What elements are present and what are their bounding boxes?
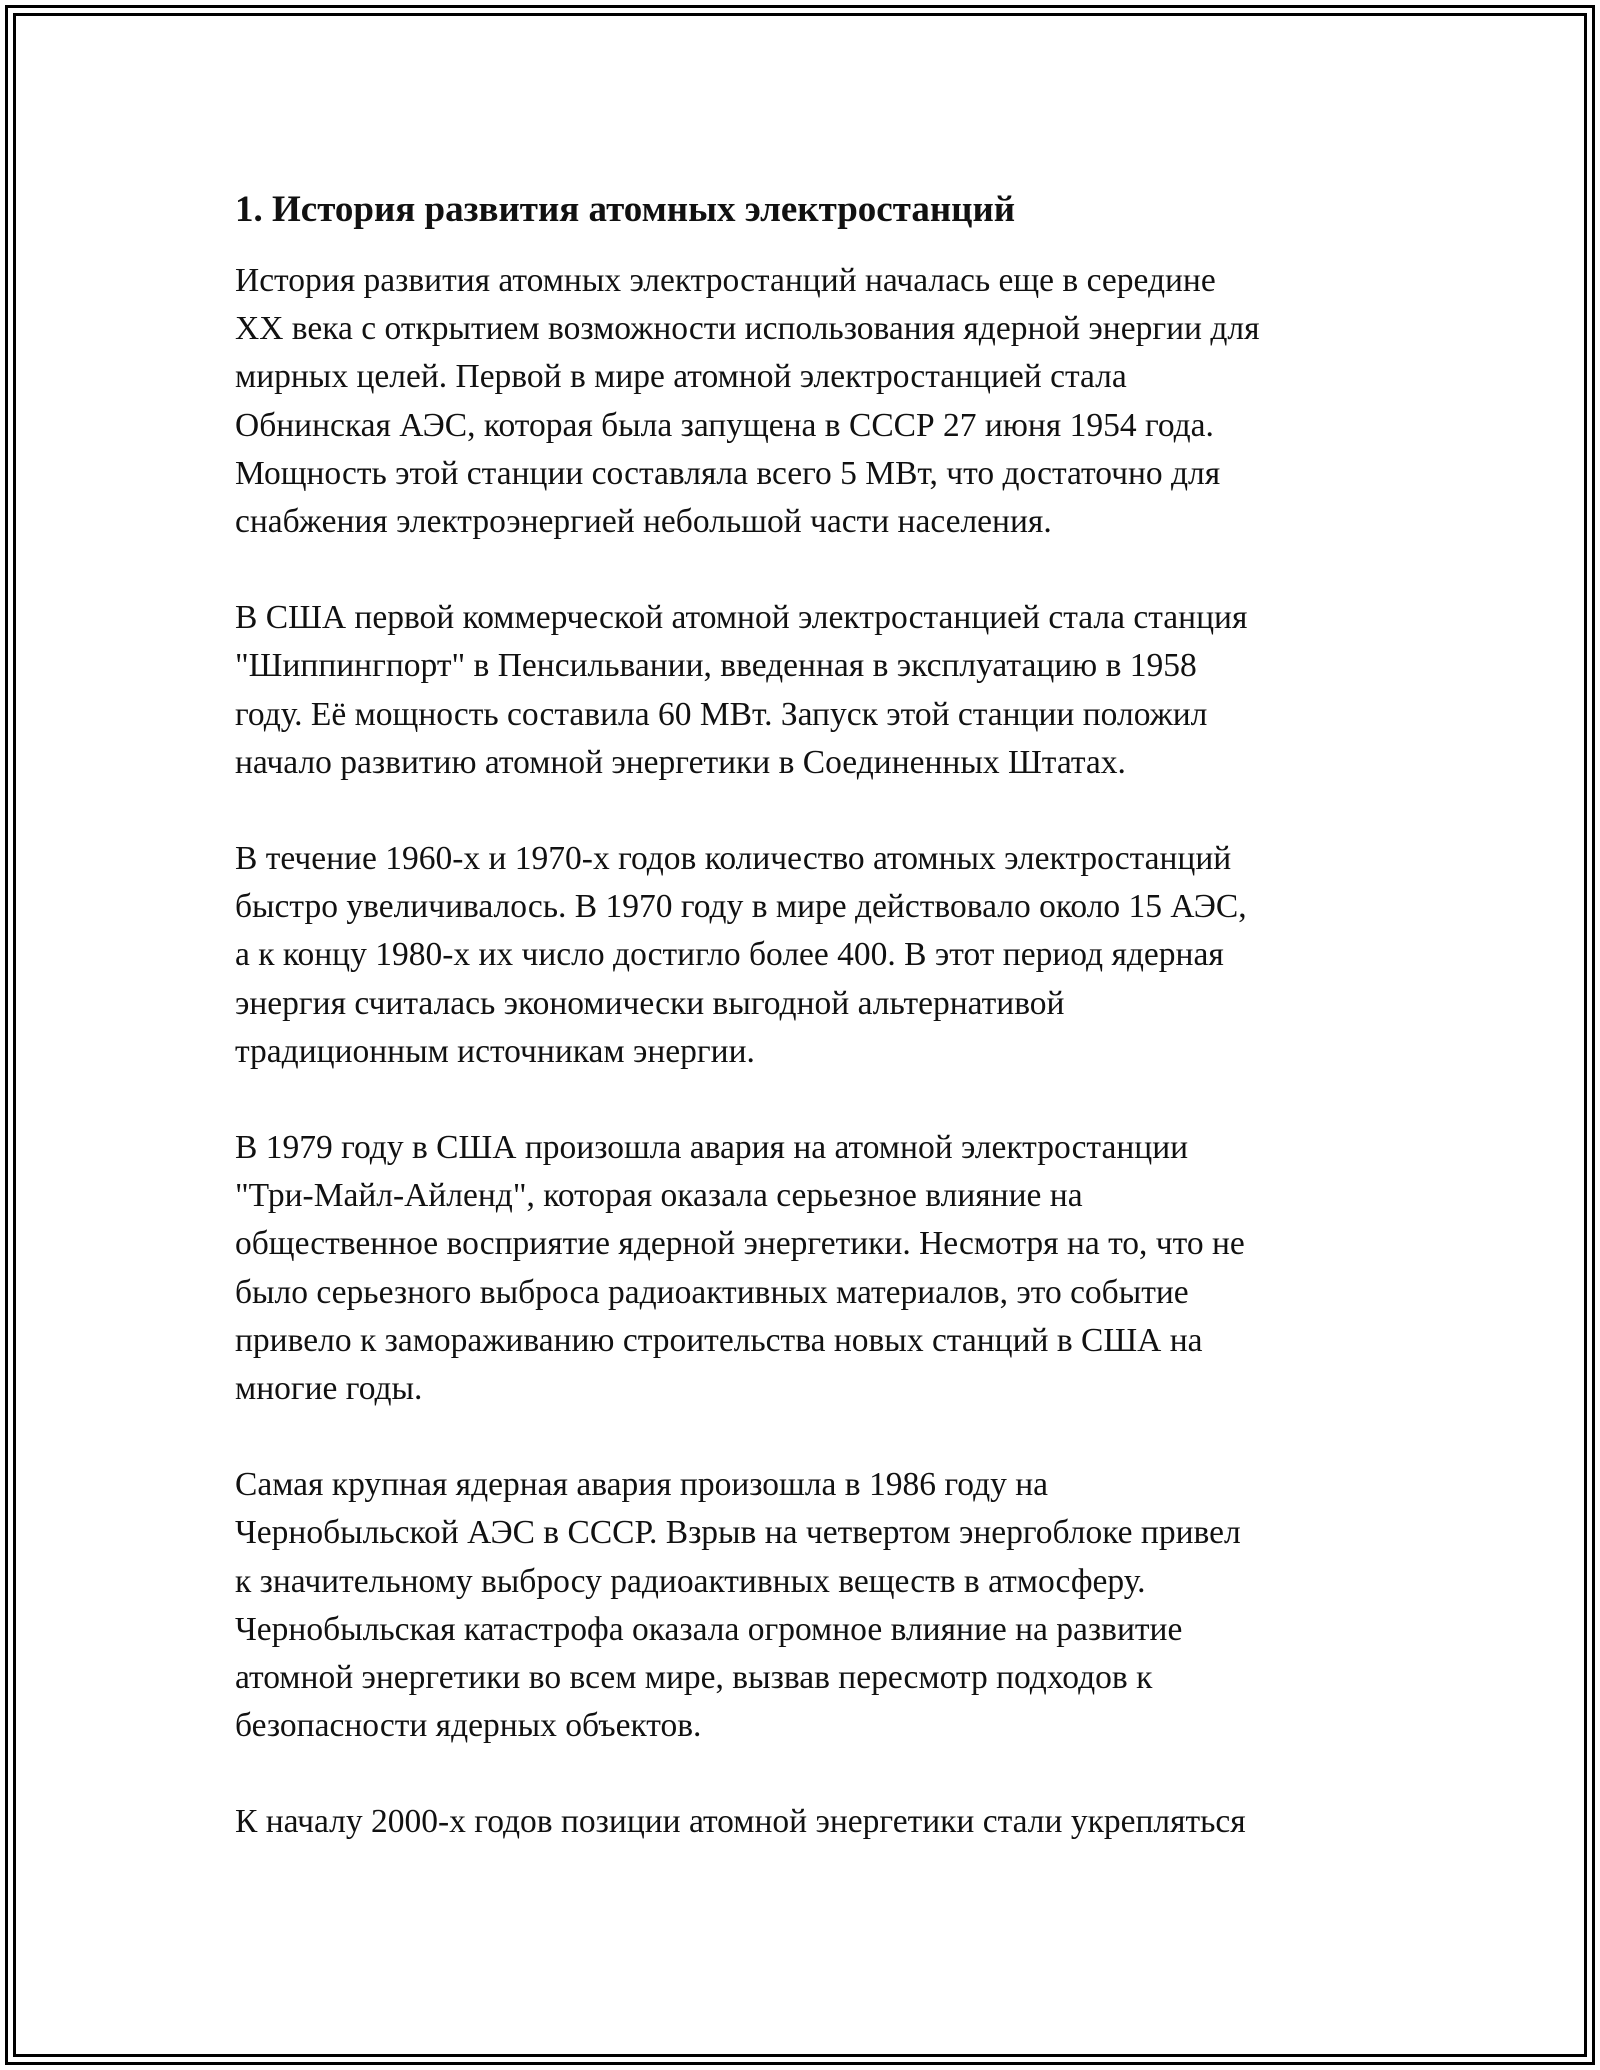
text-line: Обнинская АЭС, которая была запущена в СССР 27 июня 1954 года. <box>235 406 1214 444</box>
text-line: общественное восприятие ядерной энергетики. Несмотря на то, что не <box>235 1225 1245 1263</box>
text-line: многие годы. <box>235 1370 423 1408</box>
text-line: В течение 1960-х и 1970-х годов количество атомных электростанций <box>235 840 1232 878</box>
text-line: "Три-Майл-Айленд", которая оказала серьезное влияние на <box>235 1177 1083 1215</box>
paragraph-5 <box>235 1461 1365 1750</box>
paragraph-4 <box>235 1124 1365 1413</box>
text-line: быстро увеличивалось. В 1970 году в мире действовало около 15 АЭС, <box>235 888 1247 926</box>
text-line: В США первой коммерческой атомной электростанцией стала станция <box>235 599 1248 637</box>
document-body <box>235 185 1365 1895</box>
text-line: История развития атомных электростанций началась еще в середине <box>235 262 1216 299</box>
text-line: году. Её мощность составила 60 МВт. Запуск этой станции положил <box>235 695 1208 733</box>
paragraph-2 <box>235 594 1365 787</box>
text-line: мирных целей. Первой в мире атомной электростанцией стала <box>235 358 1127 396</box>
text-line: Чернобыльской АЭС в СССР. Взрыв на четвертом энергоблоке привел <box>235 1514 1241 1552</box>
paragraph-6 <box>235 1798 1365 1846</box>
section-heading: 1. История развития атомных электростанций <box>235 189 1016 230</box>
text-line: К началу 2000-х годов позиции атомной энергетики стали укрепляться <box>235 1803 1246 1841</box>
text-line: а к концу 1980-х их число достигло более 400. В этот период ядерная <box>235 936 1224 974</box>
text-line: Чернобыльская катастрофа оказала огромное влияние на развитие <box>235 1610 1183 1648</box>
text-line: В 1979 году в США произошла авария на атомной электростанции <box>235 1129 1189 1167</box>
text-line: Самая крупная ядерная авария произошла в 1986 году на <box>235 1466 1049 1504</box>
text-line: было серьезного выброса радиоактивных материалов, это событие <box>235 1273 1189 1311</box>
text-line: энергия считалась экономически выгодной альтернативой <box>235 984 1065 1022</box>
text-line: "Шиппингпорт" в Пенсильвании, введенная в эксплуатацию в 1958 <box>235 647 1197 685</box>
text-line: атомной энергетики во всем мире, вызвав пересмотр подходов к <box>235 1659 1153 1697</box>
text-line: безопасности ядерных объектов. <box>235 1707 702 1745</box>
text-line: снабжения электроэнергией небольшой части населения. <box>235 503 1052 541</box>
text-line: привело к замораживанию строительства новых станций в США на <box>235 1321 1203 1359</box>
paragraph-3 <box>235 835 1365 1076</box>
paragraph-1 <box>235 257 1365 546</box>
text-line: к значительному выбросу радиоактивных веществ в атмосферу. <box>235 1562 1146 1600</box>
text-line: Мощность этой станции составляла всего 5 МВт, что достаточно для <box>235 454 1221 492</box>
text-line: традиционным источникам энергии. <box>235 1032 755 1070</box>
text-line: XX века с открытием возможности использования ядерной энергии для <box>235 310 1260 348</box>
text-line: начало развитию атомной энергетики в Соединенных Штатах. <box>235 743 1126 781</box>
